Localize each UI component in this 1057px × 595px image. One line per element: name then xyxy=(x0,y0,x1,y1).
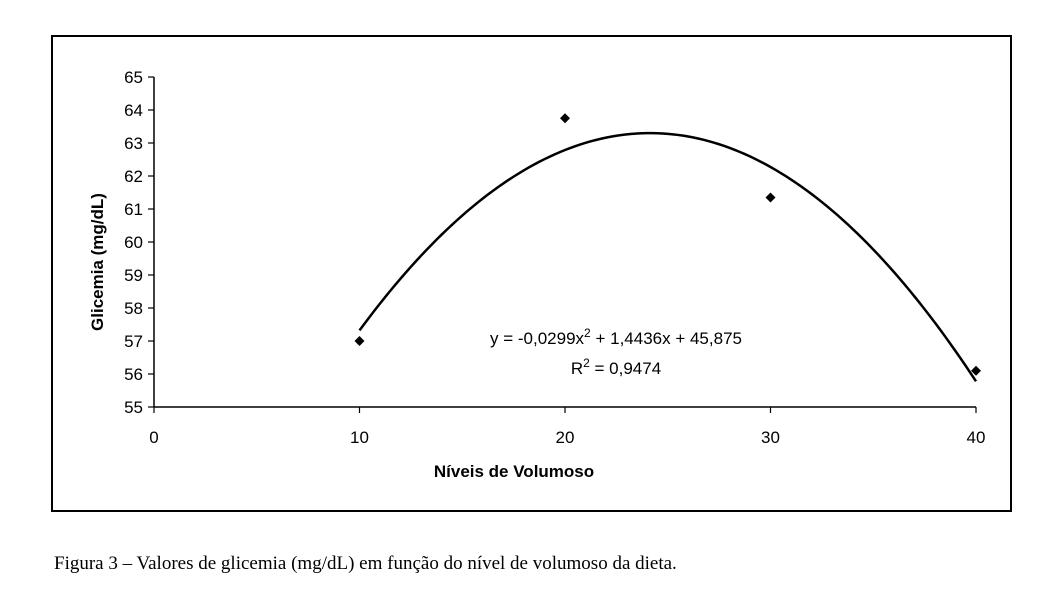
y-axis-title: Glicemia (mg/dL) xyxy=(88,193,107,331)
data-point xyxy=(355,336,365,346)
y-tick-label: 60 xyxy=(124,233,143,252)
y-tick-label: 58 xyxy=(124,299,143,318)
y-tick-label: 57 xyxy=(124,332,143,351)
x-tick-label: 20 xyxy=(555,428,575,447)
x-tick-label: 0 xyxy=(149,428,159,447)
r-squared-label: $R^2 = 0,9474$ xyxy=(570,356,662,378)
y-tick-label: 64 xyxy=(124,101,143,120)
y-tick-label: 59 xyxy=(124,266,143,285)
chart-frame xyxy=(51,35,1012,512)
x-axis-title: Níveis de Volumoso xyxy=(433,462,595,481)
x-tick-label: 10 xyxy=(350,428,369,447)
y-tick-label: 61 xyxy=(124,200,143,219)
y-tick-label: 65 xyxy=(124,68,143,87)
data-point xyxy=(766,192,776,202)
y-tick-label: 56 xyxy=(124,365,143,384)
data-point xyxy=(560,113,570,123)
scatter-chart xyxy=(53,37,1014,514)
y-tick-label: 55 xyxy=(124,398,143,417)
trendline-equation: $y = -0,0299x^2 + 1,4436x + 45,875$ xyxy=(490,326,742,348)
figure-caption: Figura 3 – Valores de glicemia (mg/dL) em função do nível de volumoso da dieta. xyxy=(54,553,677,574)
y-tick-label: 62 xyxy=(124,167,143,186)
y-tick-label: 63 xyxy=(124,134,143,153)
x-tick-label: 40 xyxy=(966,428,986,447)
x-tick-label: 30 xyxy=(761,428,780,447)
